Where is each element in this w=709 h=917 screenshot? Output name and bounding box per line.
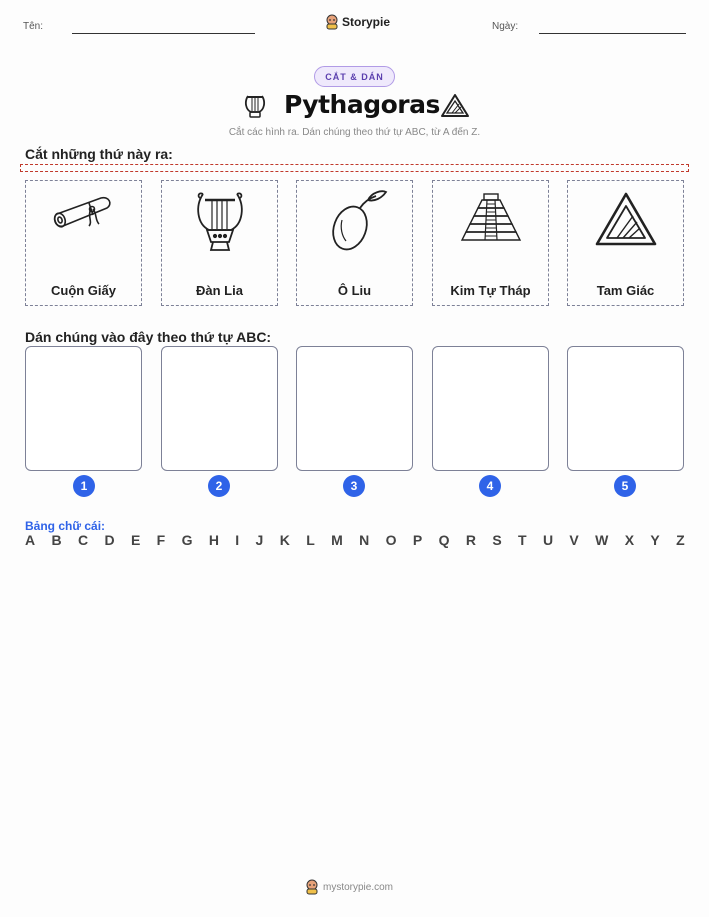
storypie-mascot-icon [305, 879, 319, 895]
lyre-icon [185, 186, 255, 256]
alphabet-letter: E [130, 532, 141, 548]
alphabet-letter: A [25, 532, 36, 548]
cut-card-scroll[interactable] [25, 180, 142, 306]
olive-icon [320, 186, 390, 256]
slot-number-4: 4 [479, 475, 501, 497]
card-label-olive: Ô Liu [337, 283, 372, 298]
cut-line [20, 164, 689, 172]
alphabet-letter: L [306, 532, 315, 548]
footer [305, 879, 393, 895]
card-label-scroll: Cuộn Giấy [50, 283, 116, 298]
alphabet-letter: N [359, 532, 370, 548]
alphabet-letter: C [77, 532, 89, 548]
brand-name: Storypie [342, 15, 391, 29]
alphabet-letter: U [542, 532, 554, 548]
paste-heading: Dán chúng vào đây theo thứ tự ABC: [25, 329, 272, 345]
activity-badge: CẮT & DÁN [314, 66, 395, 87]
alphabet-letter: K [279, 532, 290, 548]
storypie-mascot-icon [325, 14, 339, 30]
card-label-pyramid: Kim Tự Tháp [450, 283, 531, 298]
triangle-icon [591, 186, 661, 256]
paste-slot-1[interactable] [25, 346, 142, 471]
footer-url[interactable]: mystorypie.com [323, 881, 394, 893]
alphabet-letter: O [385, 532, 397, 548]
alphabet-letter: H [208, 532, 219, 548]
alphabet-letter: F [156, 532, 166, 548]
paste-slot-3[interactable] [296, 346, 413, 471]
alphabet-letter: W [595, 532, 609, 548]
alphabet-letter: I [235, 532, 240, 548]
alphabet-letter: Z [676, 532, 685, 548]
alphabet-letter: P [412, 532, 423, 548]
cut-card-olive[interactable] [296, 180, 413, 306]
date-label: Ngày: [492, 21, 519, 32]
alphabet-letter: Y [650, 532, 660, 548]
alphabet-letter: G [181, 532, 193, 548]
brand-logo [325, 14, 390, 30]
card-label-lyre: Đàn Lia [196, 283, 243, 298]
instructions: Cắt các hình ra. Dán chúng theo thứ tự ABC, từ A đến Z. [228, 127, 481, 138]
scroll-icon [49, 186, 119, 256]
date-line[interactable] [539, 33, 686, 34]
alphabet-letter: D [104, 532, 115, 548]
triangle-icon [440, 93, 470, 119]
alphabet-title: Bảng chữ cái: [25, 519, 106, 533]
slot-number-5: 5 [614, 475, 636, 497]
cut-card-lyre[interactable] [161, 180, 278, 306]
name-label: Tên: [23, 21, 44, 32]
alphabet-letter: V [569, 532, 579, 548]
cut-heading: Cắt những thứ này ra: [25, 146, 173, 162]
pyramid-icon [456, 186, 526, 256]
slot-number-1: 1 [73, 475, 95, 497]
cut-card-triangle[interactable] [567, 180, 684, 306]
page-title: Pythagoras [284, 90, 440, 119]
paste-slot-2[interactable] [161, 346, 278, 471]
alphabet-letter: M [331, 532, 343, 548]
alphabet-letter: B [51, 532, 62, 548]
name-line[interactable] [72, 33, 255, 34]
alphabet-letter: R [465, 532, 476, 548]
alphabet-letter: J [255, 532, 264, 548]
paste-slot-5[interactable] [567, 346, 684, 471]
card-label-triangle: Tam Giác [596, 283, 655, 298]
slot-number-3: 3 [343, 475, 365, 497]
alphabet-letter: T [518, 532, 527, 548]
cut-card-pyramid[interactable] [432, 180, 549, 306]
slot-number-2: 2 [208, 475, 230, 497]
alphabet-row [25, 532, 685, 548]
alphabet-letter: Q [438, 532, 450, 548]
alphabet-letter: S [492, 532, 502, 548]
alphabet-letter: X [624, 532, 635, 548]
paste-slot-4[interactable] [432, 346, 549, 471]
lyre-icon [241, 92, 269, 120]
